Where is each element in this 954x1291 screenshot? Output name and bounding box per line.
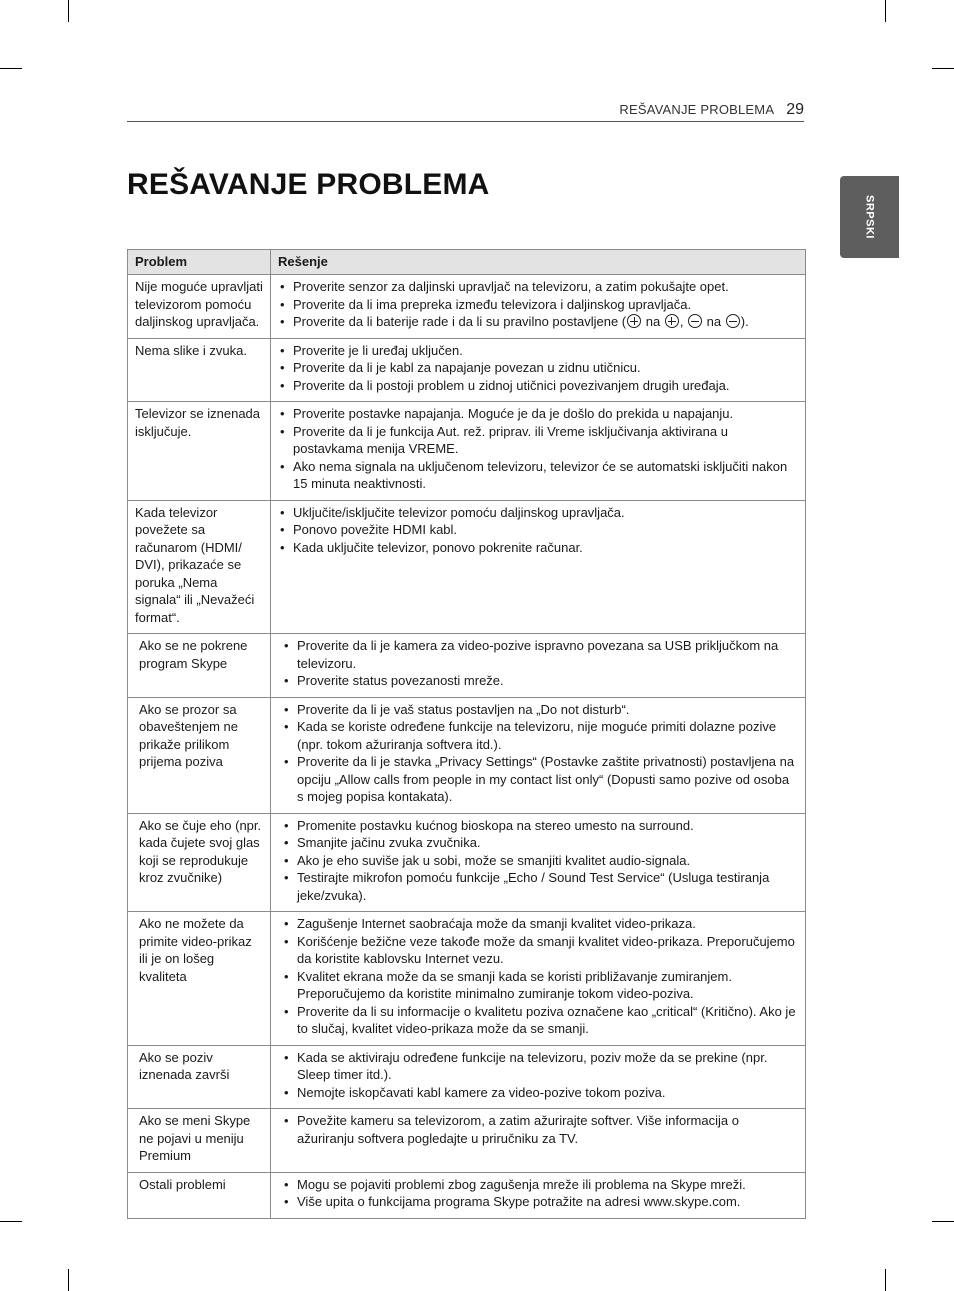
running-header <box>127 101 804 119</box>
table-row <box>128 1109 806 1173</box>
problem-cell: Televizor se iznenada isključuje. <box>128 402 271 501</box>
solution-item: • Proverite da li je kamera za video-pozive ispravno povezana sa USB priključkom na televizoru. <box>297 637 798 672</box>
crop-mark <box>0 1221 22 1222</box>
solution-text: , <box>679 314 688 329</box>
problem-cell: Ako ne možete da primite video-prikaz ili je on lošeg kvaliteta <box>128 912 271 1046</box>
table-row <box>128 275 806 339</box>
crop-mark <box>0 68 22 69</box>
solution-item: • Proverite status povezanosti mreže. <box>297 672 798 690</box>
solution-item: • Korišćenje bežične veze takođe može da smanji kvalitet video-prikaza. Preporučujemo da koristite kablovsku Internet vezu. <box>297 933 798 968</box>
solution-item: • Proverite postavke napajanja. Moguće je da je došlo do prekida u napajanju. <box>293 405 798 423</box>
solution-item: • Mogu se pojaviti problemi zbog zagušenja mreže ili problema na Skype mreži. <box>297 1176 798 1194</box>
solution-item: • Ponovo povežite HDMI kabl. <box>293 521 798 539</box>
troubleshooting-table <box>127 249 806 1219</box>
table-row <box>128 697 806 813</box>
solution-text: na <box>703 314 725 329</box>
table-row <box>128 402 806 501</box>
solution-item: • Proverite da li postoji problem u zidnoj utičnici povezivanjem drugih uređaja. <box>293 377 798 395</box>
solution-cell <box>271 1045 806 1109</box>
solution-cell <box>271 1109 806 1173</box>
solution-item: • Ako nema signala na uključenom televizoru, televizor će se automatski isključiti nakon 15 minuta neaktivnosti. <box>293 458 798 493</box>
problem-cell: Nije moguće upravljati televizorom pomoću daljinskog upravljača. <box>128 275 271 339</box>
table-row <box>128 912 806 1046</box>
solution-item: • Nemojte iskopčavati kabl kamere za video-pozive tokom poziva. <box>297 1084 798 1102</box>
solution-item: • Proverite da li su informacije o kvalitetu poziva označene kao „critical“ (Kritično). Ako je to slučaj, kvalitet video-prikaza može da se smanji. <box>297 1003 798 1038</box>
solution-cell <box>271 402 806 501</box>
table-row <box>128 634 806 698</box>
column-header-solution: Rešenje <box>271 250 806 275</box>
running-section-title: REŠAVANJE PROBLEMA <box>619 102 775 117</box>
solution-item: • Proverite da li ima prepreka između televizora i daljinskog upravljača. <box>293 296 798 314</box>
page-title: REŠAVANJE PROBLEMA <box>127 168 490 201</box>
solution-item: • Uključite/isključite televizor pomoću daljinskog upravljača. <box>293 504 798 522</box>
crop-mark <box>68 1269 69 1291</box>
solution-text: Proverite da li baterije rade i da li su pravilno postavljene ( <box>293 314 627 329</box>
crop-mark <box>68 0 69 22</box>
problem-cell: Nema slike i zvuka. <box>128 338 271 402</box>
solution-text: na <box>642 314 664 329</box>
problem-cell: Ako se prozor sa obaveštenjem ne prikaže prilikom prijema poziva <box>128 697 271 813</box>
solution-item: • Proverite da li je vaš status postavljen na „Do not disturb“. <box>297 701 798 719</box>
solution-cell <box>271 1172 806 1218</box>
solution-item: • Proverite da li je funkcija Aut. rež. priprav. ili Vreme isključivanja aktivirana u postavkama menija VREME. <box>293 423 798 458</box>
solution-text: ). <box>740 314 749 329</box>
table-row <box>128 1172 806 1218</box>
table-row <box>128 500 806 634</box>
solution-item: • Proverite je li uređaj uključen. <box>293 342 798 360</box>
solution-cell <box>271 813 806 912</box>
header-divider <box>127 121 804 122</box>
solution-item: • Smanjite jačinu zvuka zvučnika. <box>297 834 798 852</box>
solution-item: • Kada uključite televizor, ponovo pokrenite računar. <box>293 539 798 557</box>
solution-cell <box>271 697 806 813</box>
solution-cell <box>271 338 806 402</box>
table-header-row <box>128 250 806 275</box>
battery-plus-icon <box>627 314 641 328</box>
table-row <box>128 338 806 402</box>
battery-minus-icon <box>726 314 740 328</box>
solution-item: • Proverite da li je stavka „Privacy Settings“ (Postavke zaštite privatnosti) postavljena na opciju „Allow calls from people in my contact list only“ (Dopusti samo pozive od osoba s mojeg popisa kontakata). <box>297 753 798 806</box>
solution-item: • Testirajte mikrofon pomoću funkcije „Echo / Sound Test Service“ (Usluga testiranja jeke/zvuka). <box>297 869 798 904</box>
solution-item: • Kada se aktiviraju određene funkcije na televizoru, poziv može da se prekine (npr. Sleep timer itd.). <box>297 1049 798 1084</box>
table-row <box>128 1045 806 1109</box>
battery-minus-icon <box>688 314 702 328</box>
solution-cell <box>271 500 806 634</box>
solution-cell <box>271 275 806 339</box>
solution-item: • Više upita o funkcijama programa Skype potražite na adresi www.skype.com. <box>297 1193 798 1211</box>
language-tab-label: SRPSKI <box>863 195 876 239</box>
solution-item: • Kada se koriste određene funkcije na televizoru, nije moguće primiti dolazne pozive (npr. tokom ažuriranja softvera itd.). <box>297 718 798 753</box>
solution-item: • Ako je eho suviše jak u sobi, može se smanjiti kvalitet audio-signala. <box>297 852 798 870</box>
solution-cell <box>271 912 806 1046</box>
crop-mark <box>932 68 954 69</box>
problem-cell: Ako se čuje eho (npr. kada čujete svoj glas koji se reprodukuje kroz zvučnike) <box>128 813 271 912</box>
problem-cell: Ako se ne pokrene program Skype <box>128 634 271 698</box>
solution-item: • Proverite da li je kabl za napajanje povezan u zidnu utičnicu. <box>293 359 798 377</box>
solution-item: • Zagušenje Internet saobraćaja može da smanji kvalitet video-prikaza. <box>297 915 798 933</box>
solution-item: • Promenite postavku kućnog bioskopa na stereo umesto na surround. <box>297 817 798 835</box>
solution-item: • Kvalitet ekrana može da se smanji kada se koristi približavanje zumiranjem. Preporučujemo da koristite minimalno zumiranje tokom video-poziva. <box>297 968 798 1003</box>
solution-item <box>293 313 798 331</box>
solution-item: • Povežite kameru sa televizorom, a zatim ažurirajte softver. Više informacija o ažuriranju softvera pogledajte u priručniku za TV. <box>297 1112 798 1147</box>
solution-item: • Proverite senzor za daljinski upravljač na televizoru, a zatim pokušajte opet. <box>293 278 798 296</box>
problem-cell: Ako se meni Skype ne pojavi u meniju Premium <box>128 1109 271 1173</box>
battery-plus-icon <box>665 314 679 328</box>
column-header-problem: Problem <box>128 250 271 275</box>
problem-cell: Kada televizor povežete sa računarom (HDMI/ DVI), prikazaće se poruka „Nema signala“ ili „Nevažeći format“. <box>128 500 271 634</box>
solution-cell <box>271 634 806 698</box>
language-tab <box>840 176 899 258</box>
crop-mark <box>885 1269 886 1291</box>
table-row <box>128 813 806 912</box>
problem-cell: Ostali problemi <box>128 1172 271 1218</box>
crop-mark <box>932 1221 954 1222</box>
problem-cell: Ako se poziv iznenada završi <box>128 1045 271 1109</box>
page-number: 29 <box>786 101 804 118</box>
crop-mark <box>885 0 886 22</box>
